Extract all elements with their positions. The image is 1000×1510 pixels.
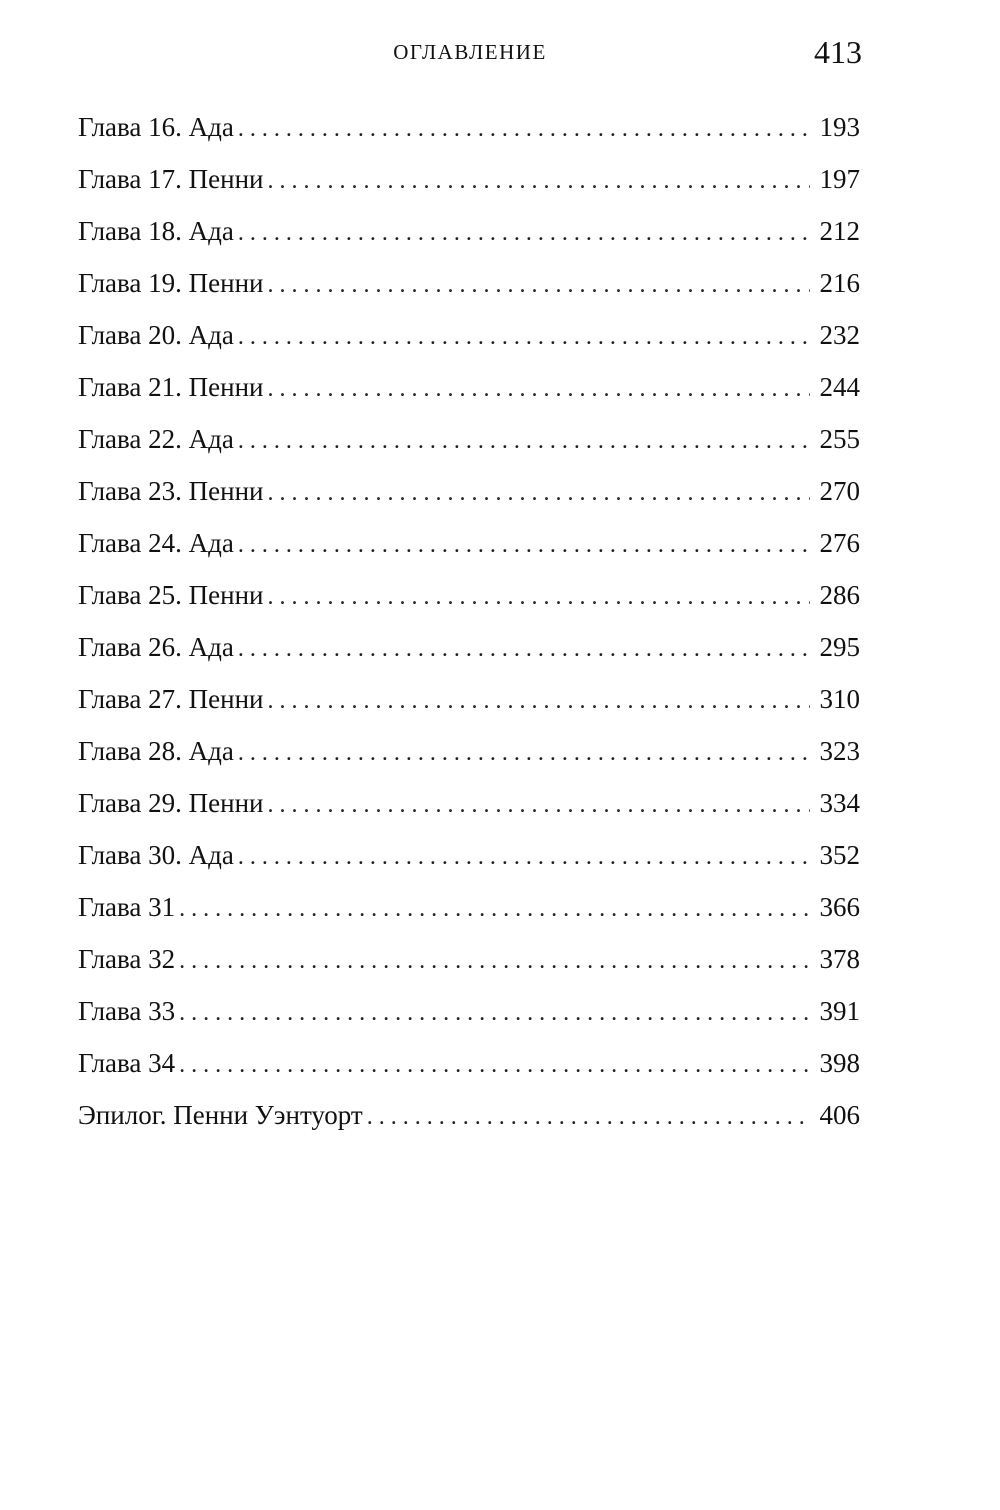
section-title: ОГЛАВЛЕНИЕ: [393, 40, 547, 64]
toc-entry-page: 378: [819, 944, 860, 974]
toc-entry: [78, 368, 860, 420]
toc-entry: [78, 680, 860, 732]
toc-entry-title: Глава 23. Пенни: [78, 476, 264, 506]
dot-leader: [238, 214, 810, 252]
toc-entry: [78, 264, 860, 316]
dot-leader: [268, 474, 810, 512]
dot-leader: [268, 162, 810, 200]
toc-entry: [78, 992, 860, 1044]
toc-entry-page: 295: [819, 632, 860, 662]
dot-leader: [367, 1098, 810, 1136]
dot-leader: [238, 526, 810, 564]
toc-entry: [78, 1096, 860, 1148]
toc-entry-page: 193: [819, 112, 860, 142]
dot-leader: [179, 994, 809, 1032]
toc-entry-title: Глава 20. Ада: [78, 320, 234, 350]
toc-entry-title: Глава 16. Ада: [78, 112, 234, 142]
table-of-contents: [78, 108, 860, 1148]
toc-entry-title: Эпилог. Пенни Уэнтуорт: [78, 1100, 363, 1130]
toc-entry-page: 276: [819, 528, 860, 558]
toc-entry-page: 323: [819, 736, 860, 766]
dot-leader: [238, 838, 810, 876]
toc-entry-title: Глава 25. Пенни: [78, 580, 264, 610]
toc-entry-title: Глава 24. Ада: [78, 528, 234, 558]
toc-entry-title: Глава 28. Ада: [78, 736, 234, 766]
dot-leader: [179, 942, 809, 980]
toc-entry-page: 197: [819, 164, 860, 194]
toc-entry: [78, 576, 860, 628]
toc-entry-title: Глава 22. Ада: [78, 424, 234, 454]
toc-entry: [78, 212, 860, 264]
toc-entry: [78, 732, 860, 784]
dot-leader: [238, 422, 810, 460]
toc-entry-title: Глава 21. Пенни: [78, 372, 264, 402]
dot-leader: [238, 630, 810, 668]
toc-entry-page: 232: [819, 320, 860, 350]
toc-entry: [78, 420, 860, 472]
toc-entry-page: 244: [819, 372, 860, 402]
toc-entry-title: Глава 29. Пенни: [78, 788, 264, 818]
dot-leader: [268, 578, 810, 616]
toc-entry: [78, 472, 860, 524]
toc-entry-title: Глава 33: [78, 996, 176, 1026]
running-head: [0, 36, 1000, 76]
dot-leader: [268, 370, 810, 408]
toc-entry-page: 406: [819, 1100, 860, 1130]
toc-entry-title: Глава 17. Пенни: [78, 164, 264, 194]
dot-leader: [179, 890, 809, 928]
dot-leader: [268, 266, 810, 304]
dot-leader: [268, 682, 810, 720]
toc-entry-title: Глава 31: [78, 892, 176, 922]
toc-entry-title: Глава 27. Пенни: [78, 684, 264, 714]
dot-leader: [238, 734, 810, 772]
dot-leader: [238, 318, 810, 356]
toc-entry: [78, 160, 860, 212]
toc-entry-page: 255: [819, 424, 860, 454]
page-number: 413: [814, 34, 862, 70]
toc-entry: [78, 316, 860, 368]
dot-leader: [179, 1046, 809, 1084]
toc-entry-title: Глава 32: [78, 944, 176, 974]
toc-entry-page: 398: [819, 1048, 860, 1078]
toc-entry-title: Глава 18. Ада: [78, 216, 234, 246]
toc-entry-title: Глава 30. Ада: [78, 840, 234, 870]
toc-entry: [78, 836, 860, 888]
dot-leader: [238, 110, 810, 148]
toc-entry: [78, 888, 860, 940]
toc-entry: [78, 784, 860, 836]
toc-entry-page: 216: [819, 268, 860, 298]
toc-entry-page: 391: [819, 996, 860, 1026]
toc-entry-title: Глава 34: [78, 1048, 176, 1078]
toc-entry-title: Глава 26. Ада: [78, 632, 234, 662]
toc-entry-page: 366: [819, 892, 860, 922]
toc-entry: [78, 108, 860, 160]
toc-entry-page: 286: [819, 580, 860, 610]
toc-entry-page: 310: [819, 684, 860, 714]
toc-entry-page: 334: [819, 788, 860, 818]
toc-entry-title: Глава 19. Пенни: [78, 268, 264, 298]
dot-leader: [268, 786, 810, 824]
toc-entry-page: 352: [819, 840, 860, 870]
toc-entry: [78, 1044, 860, 1096]
toc-entry: [78, 628, 860, 680]
toc-entry: [78, 524, 860, 576]
toc-entry-page: 270: [819, 476, 860, 506]
toc-entry-page: 212: [819, 216, 860, 246]
toc-entry: [78, 940, 860, 992]
